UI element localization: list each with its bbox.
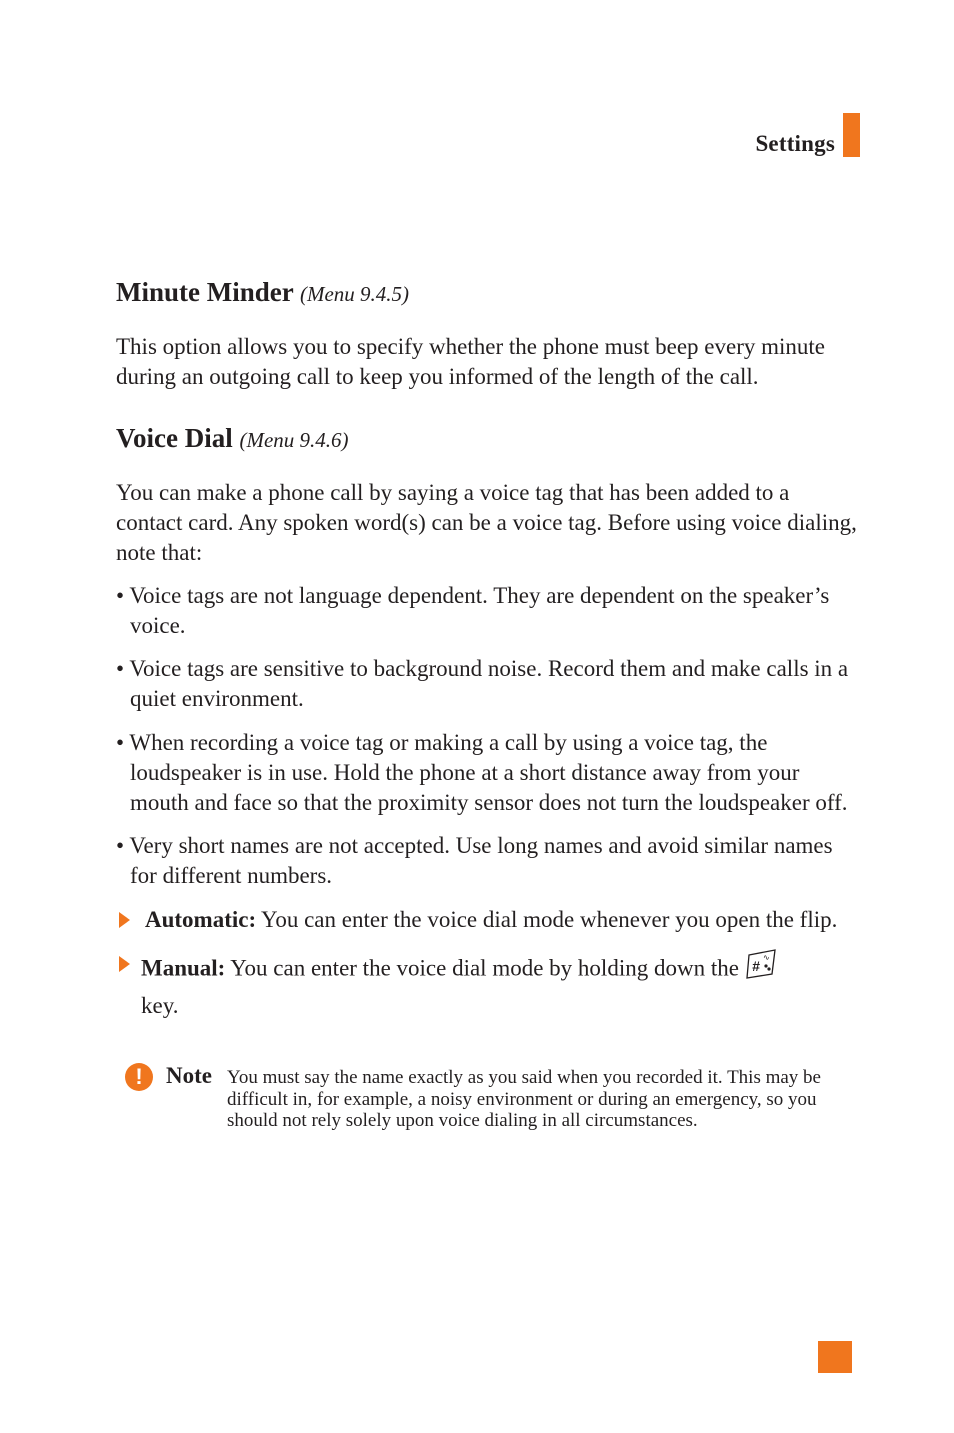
section-header: Settings [755,131,835,156]
minute-minder-heading [116,272,861,314]
bullet-item: • Very short names are not accepted. Use long names and avoid similar names for different numbers. [116,833,833,888]
hash-key-icon [745,946,779,988]
page-number-block [818,1341,852,1373]
option-label: Automatic: [145,907,257,932]
minute-minder-title: Minute Minder [116,277,294,307]
voice-dial-title: Voice Dial [116,423,233,453]
option-manual [116,949,861,1021]
section-accent-bar [843,113,860,157]
svg-text:∿: ∿ [762,953,770,962]
bullet-item: • Voice tags are not language dependent. They are dependent on the speaker’s voice. [116,583,830,638]
bullet-item: • When recording a voice tag or making a call by using a voice tag, the loudspeaker is in use. Hold the phone at a short distance away from your mouth and face so that the proximity sensor does not turn the loudspeaker off. [116,730,848,815]
option-label: Manual: [141,955,226,981]
option-automatic [116,905,861,935]
svg-text:#: # [751,958,760,974]
voice-dial-intro: You can make a phone call by saying a voice tag that has been added to a contact card. Any spoken word(s) can be a voice tag. Before using voice dialing, note that: [116,480,857,565]
minute-minder-body: This option allows you to specify whether the phone must beep every minute during an outgoing call to keep you informed of the length of the call. [116,334,826,389]
voice-dial-heading [116,418,861,460]
option-text-after: key. [141,993,179,1018]
note-text: You must say the name exactly as you said when you recorded it. This may be difficult in, for example, a noisy environment or during an emergency, so you should not rely solely upon voice dialing in all circumstances. [227,1067,821,1131]
arrow-right-icon [119,956,130,972]
page-content [116,272,861,1161]
arrow-right-icon [119,912,130,928]
exclamation-icon: ! [125,1063,153,1091]
option-text: You can enter the voice dial mode by holding down the [225,955,739,981]
minute-minder-menu-ref: (Menu 9.4.5) [300,282,410,306]
bullet-item: • Voice tags are sensitive to background noise. Record them and make calls in a quiet environment. [116,656,849,711]
option-text: You can enter the voice dial mode whenever you open the flip. [256,907,838,932]
voice-dial-menu-ref: (Menu 9.4.6) [239,428,349,452]
note-title: Note [166,1063,212,1088]
note-box [116,1061,861,1161]
